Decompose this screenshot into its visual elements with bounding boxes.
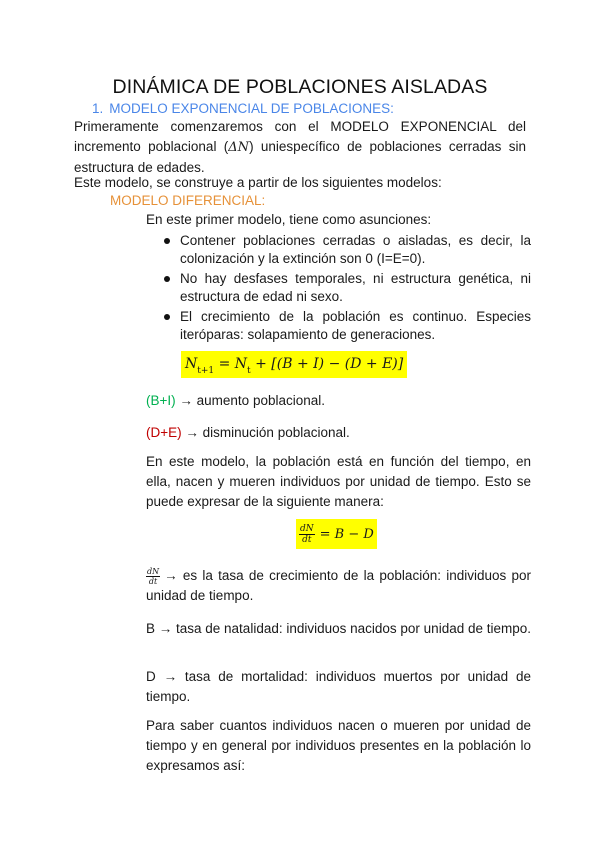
list-item-text: El crecimiento de la población es continuo. Especies iteróparas: solapamiento de generaciones.	[180, 309, 531, 342]
eq2-numerator: dN	[300, 523, 314, 534]
intro-paragraph	[74, 117, 526, 178]
list-item	[146, 232, 531, 268]
list-item	[146, 270, 531, 306]
eq2-rhs: = B − D	[319, 526, 374, 542]
document-title: DINÁMICA DE POBLACIONES AISLADAS	[112, 76, 488, 98]
bullet-icon	[164, 314, 170, 320]
mortality-definition: D → tasa de mortalidad: individuos muertos por unidad de tiempo.	[146, 669, 531, 704]
natality-definition: B → tasa de natalidad: individuos nacidos por unidad de tiempo.	[146, 621, 532, 636]
list-item-text: Contener poblaciones cerradas o aisladas, es decir, la colonización y la extinción son 0 (I=E=0).	[180, 233, 531, 266]
section-number: 1.	[92, 101, 104, 116]
bullet-icon	[164, 238, 170, 244]
assumptions-intro: En este primer modelo, tiene como asunciones:	[146, 212, 432, 227]
rate-numerator: dN	[147, 566, 160, 576]
eq-lhs-subscript: t+1	[197, 366, 215, 376]
eq2-fraction	[299, 524, 315, 545]
de-label: (D+E)	[146, 425, 182, 440]
section-heading-exponential	[92, 101, 394, 116]
intro-text-before: Primeramente comenzaremos con el MODELO EXPONENCIAL del incremento poblacional (	[74, 119, 526, 154]
rate-fraction	[146, 567, 160, 586]
delta-n-symbol: ΔN	[228, 140, 250, 155]
bi-definition	[146, 391, 531, 411]
list-item-text: No hay desfases temporales, ni estructura genética, ni estructura de edad ni sexo.	[180, 271, 531, 304]
section-label: MODELO EXPONENCIAL DE POBLACIONES:	[109, 101, 394, 116]
eq-equals: =	[218, 356, 231, 372]
bi-text: → aumento poblacional.	[179, 393, 325, 408]
de-text: → disminución poblacional.	[185, 425, 350, 440]
intro-text-after: ) uniespecífico de poblaciones cerradas sin estructura de edades.	[74, 139, 526, 175]
eq-lhs: N	[185, 356, 198, 372]
eq2-denominator: dt	[302, 534, 312, 545]
rate-denominator: dt	[148, 576, 158, 586]
eq-rhs: + [(B + I) − (D + E)]	[255, 356, 404, 372]
rate-definition	[146, 566, 531, 606]
de-definition	[146, 423, 531, 443]
closing-paragraph: Para saber cuantos individuos nacen o mueren por unidad de tiempo y en general por individuos presentes en la población lo expresamos así:	[146, 718, 531, 773]
eq-n-subscript: t	[247, 366, 251, 376]
bullet-icon	[164, 276, 170, 282]
eq-n: N	[234, 356, 248, 372]
intro-paragraph-2: Este modelo, se construye a partir de los siguientes modelos:	[74, 175, 442, 190]
equation-exponential-model	[181, 351, 407, 378]
rate-text: → es la tasa de crecimiento de la población: individuos por unidad de tiempo.	[146, 568, 531, 603]
assumptions-list	[146, 232, 531, 346]
equation-differential	[296, 519, 377, 549]
list-item	[146, 308, 531, 344]
subsection-heading-differential: MODELO DIFERENCIAL:	[110, 193, 266, 208]
time-paragraph: En este modelo, la población está en función del tiempo, en ella, nacen y mueren individuos por unidad de tiempo. Esto se puede expresar de la siguiente manera:	[146, 454, 531, 509]
bi-label: (B+I)	[146, 393, 176, 408]
